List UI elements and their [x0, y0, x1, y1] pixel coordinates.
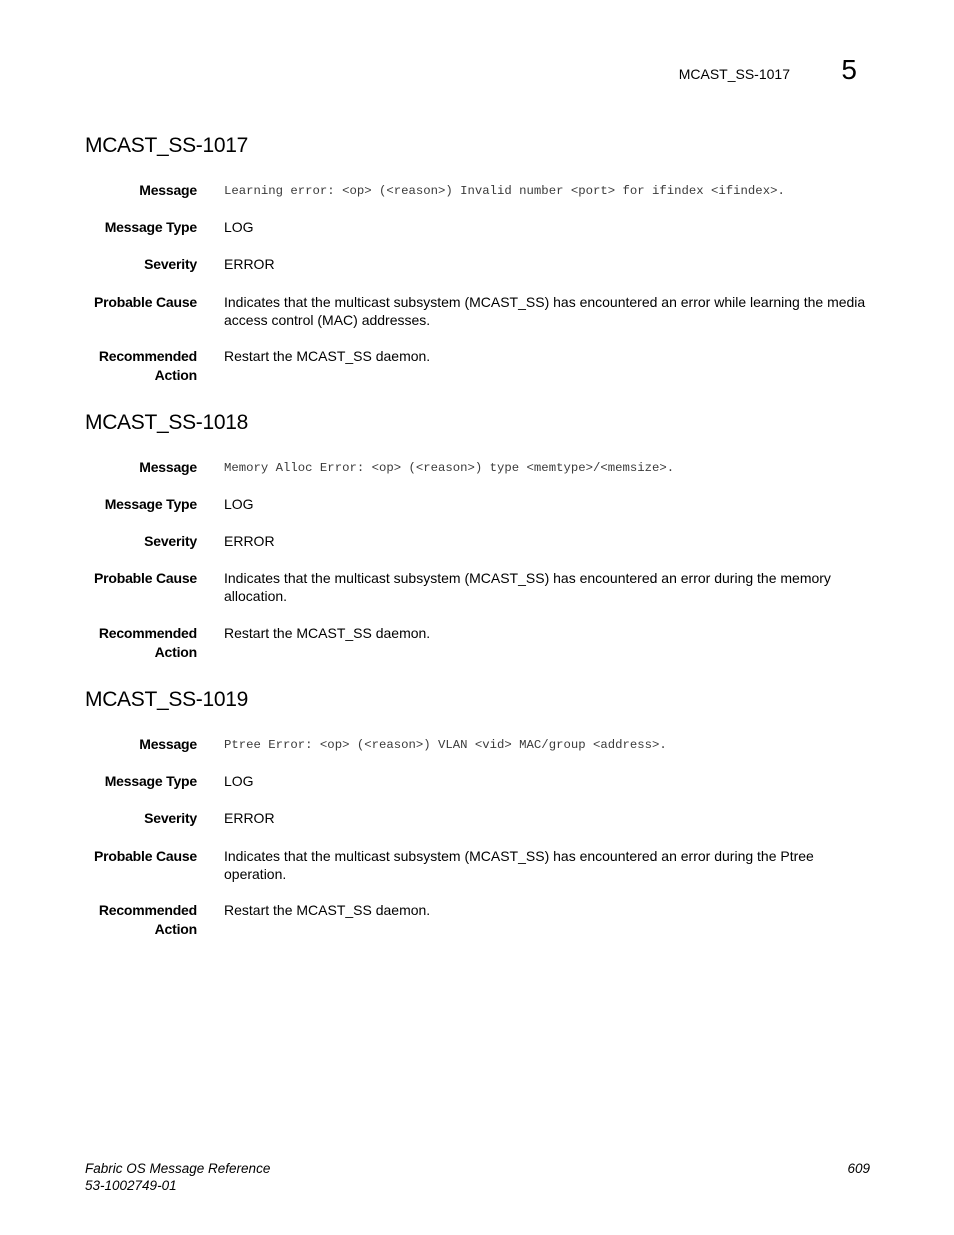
probable-cause-text: Indicates that the multicast subsystem (MCAST_SS) has encountered an error during the Ptree operation. — [224, 848, 814, 882]
severity-value: ERROR — [224, 256, 275, 272]
recommended-action-label: Recommended Action — [98, 902, 197, 937]
recommended-action-label: Recommended Action — [98, 348, 197, 383]
probable-cause-text: Indicates that the multicast subsystem (MCAST_SS) has encountered an error while learning the media access control (MAC) addresses. — [224, 294, 866, 328]
page-footer — [85, 1160, 870, 1194]
probable-cause-label: Probable Cause — [93, 848, 197, 864]
message-label: Message — [139, 736, 197, 752]
section-title: MCAST_SS-1017 — [85, 134, 249, 157]
recommended-action-text: Restart the MCAST_SS daemon. — [224, 902, 431, 918]
message-label: Message — [139, 182, 197, 198]
severity-label: Severity — [144, 533, 197, 549]
message-text: Learning error: <op> (<reason>) Invalid number <port> for ifindex <ifindex>. — [224, 184, 785, 198]
message-type-label: Message Type — [104, 496, 197, 512]
recommended-action-text: Restart the MCAST_SS daemon. — [224, 348, 431, 364]
message-type-label: Message Type — [104, 773, 197, 789]
probable-cause-label: Probable Cause — [93, 294, 197, 310]
section-title: MCAST_SS-1018 — [85, 411, 249, 434]
message-type-value: LOG — [224, 773, 254, 789]
severity-label: Severity — [144, 810, 197, 826]
section-title: MCAST_SS-1019 — [85, 688, 249, 711]
severity-value: ERROR — [224, 810, 275, 826]
message-text: Ptree Error: <op> (<reason>) VLAN <vid> MAC/group <address>. — [224, 738, 667, 752]
message-text: Memory Alloc Error: <op> (<reason>) type <memtype>/<memsize>. — [224, 461, 675, 475]
footer-book-title: Fabric OS Message Reference — [85, 1161, 271, 1176]
probable-cause-text: Indicates that the multicast subsystem (MCAST_SS) has encountered an error during the memory allocation. — [224, 570, 831, 604]
chapter-number: 5 — [841, 54, 857, 85]
footer-doc-number: 53-1002749-01 — [85, 1178, 177, 1193]
recommended-action-text: Restart the MCAST_SS daemon. — [224, 625, 431, 641]
message-type-value: LOG — [224, 496, 254, 512]
probable-cause-label: Probable Cause — [93, 570, 197, 586]
message-type-value: LOG — [224, 219, 254, 235]
footer-page-number: 609 — [847, 1161, 870, 1176]
severity-value: ERROR — [224, 533, 275, 549]
running-header-title: MCAST_SS-1017 — [678, 66, 790, 82]
recommended-action-label: Recommended Action — [98, 625, 197, 660]
message-type-label: Message Type — [104, 219, 197, 235]
message-label: Message — [139, 459, 197, 475]
severity-label: Severity — [144, 256, 197, 272]
